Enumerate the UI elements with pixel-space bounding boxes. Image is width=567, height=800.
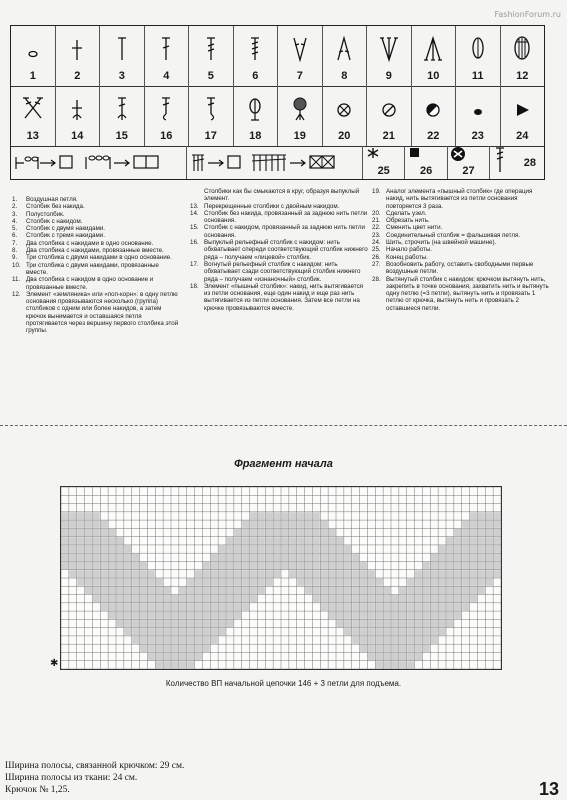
legend-item: [12, 196, 180, 203]
dc-block-equivalence-icon: [190, 149, 360, 175]
legend-item: [372, 246, 552, 253]
legend-item-text: Столбик без накида.: [26, 203, 85, 211]
legend-item-text: Перекрещенные столбики с двойным накидом.: [204, 202, 340, 210]
symbol-cell: [405, 146, 447, 179]
legend-item: [372, 239, 552, 246]
legend-item-number: 4.: [12, 217, 18, 225]
symbol-cell: [11, 86, 56, 146]
symbol-cell: [189, 86, 234, 146]
symbol-cell: [456, 26, 501, 86]
symbol-cell: [412, 26, 457, 86]
stitch-to-grid-cell: [187, 146, 363, 179]
legend-item-number: 24.: [372, 239, 381, 247]
symbol-number: 22: [427, 130, 440, 142]
legend-item-number: 12.: [12, 290, 21, 298]
cut-thread-icon: [374, 92, 404, 122]
symbol-number: 25: [377, 165, 390, 177]
legend-item-text: Полустолбик.: [26, 210, 65, 218]
legend-item-number: 21.: [372, 217, 381, 225]
symbol-cell: [234, 86, 279, 146]
single-crochet-icon: [62, 32, 92, 62]
strip-width-fabric: Ширина полосы из ткани: 24 см.: [5, 773, 138, 783]
legend-item: [12, 225, 180, 232]
legend-item: [372, 261, 552, 276]
legend-item-text: Два столбика с накидом в одно основание и провязанные вместе.: [26, 276, 154, 291]
symbol-number: 21: [382, 130, 395, 142]
symbol-cell: [323, 86, 368, 146]
legend-item-number: 23.: [372, 231, 381, 239]
double-crochet-icon: [151, 32, 181, 62]
symbol-number: 14: [71, 130, 84, 142]
legend-item-text: Два столбика с накидами в одно основание.: [26, 239, 154, 247]
strip-width-crochet: Ширина полосы, связанной крючком: 29 см.: [5, 761, 185, 771]
legend-item-number: 8.: [12, 247, 18, 255]
symbol-number: 11: [471, 70, 484, 82]
symbol-number: 6: [252, 70, 259, 82]
symbol-cell: [456, 86, 501, 146]
legend-item: [12, 240, 180, 247]
legend-item-text: Столбик с тремя накидами.: [26, 232, 105, 240]
puff-stitch-icon: [240, 92, 270, 122]
symbol-number: 20: [338, 130, 351, 142]
legend-item-text: Элемент «пышный столбик»: накид, нить вытягивается из петли основания, еще один накид и еще раз нить вытягивается из петли основания. Затем все петли на крючке провязываются вместе.: [204, 282, 364, 312]
symbol-cell: [145, 86, 190, 146]
legend-item-text: Столбик с накидом, провязанный за заднюю нить петли основания.: [204, 224, 365, 239]
legend-item-text: Выпуклый рельефный столбик с накидом: нить обхватывает спереди соответствующий столбик нижнего ряда – получаем «лицевой» столбик.: [204, 239, 368, 261]
legend-item-number: 6.: [12, 232, 18, 240]
start-marker-icon: ✱: [50, 658, 59, 669]
legend-item: [190, 203, 368, 210]
symbol-cell: [367, 86, 412, 146]
knot-icon: [329, 92, 359, 122]
treble-crochet-icon: [196, 32, 226, 62]
symbol-cell: [278, 86, 323, 146]
legend-column-3: [372, 188, 552, 312]
symbol-number: 8: [341, 70, 348, 82]
legend-item-number: 18.: [190, 282, 199, 290]
legend-item: [12, 211, 180, 218]
sew-arrow-icon: [507, 92, 537, 122]
symbol-number: 2: [74, 70, 81, 82]
symbol-number: 26: [419, 165, 433, 177]
legend-item-text: Соединительный столбик = фальшивая петля.: [386, 231, 521, 239]
elongated-stitch-icon: [490, 146, 510, 174]
legend-item: [12, 218, 180, 225]
symbol-row-3: [11, 146, 544, 179]
legend-item: [12, 291, 180, 335]
symbol-number: 5: [207, 70, 214, 82]
legend-item: [372, 232, 552, 239]
half-double-crochet-icon: [107, 32, 137, 62]
legend-item-number: 16.: [190, 239, 199, 247]
legend-item-text: Воздушная петля.: [26, 196, 78, 203]
legend-item-number: 2.: [12, 203, 18, 211]
symbol-number: 24: [516, 130, 529, 142]
legend-column-1: [12, 196, 180, 335]
legend-item: [190, 283, 368, 312]
legend-item-number: 27.: [372, 260, 381, 268]
legend-item: [12, 262, 180, 277]
legend-item: [12, 276, 180, 291]
legend-item-text: Столбик без накида, провязанный за заднюю нить петли основания.: [204, 209, 368, 225]
legend-item-number: 1.: [12, 196, 18, 203]
legend-item: [372, 188, 552, 210]
symbol-cell: [56, 26, 101, 86]
symbol-number: 17: [204, 130, 217, 142]
chain-equivalence-icon: [14, 149, 184, 175]
symbol-cell: [234, 26, 279, 86]
symbol-number: 28: [523, 157, 536, 169]
legend-item: [372, 254, 552, 261]
legend-item-number: 3.: [12, 210, 18, 218]
decrease-icon: [329, 32, 359, 62]
legend-item-text: Сменить цвет нити.: [386, 224, 443, 232]
footer-specs: [5, 760, 184, 796]
symbol-cell: [412, 86, 457, 146]
filet-grid-diagram: [61, 487, 501, 669]
symbol-cell: [363, 146, 405, 179]
hook-size: Крючок № 1,25.: [5, 785, 70, 795]
legend-item-text: Элемент «земляника» или «поп-корн»: в одну петлю основания провязываются несколько (группа) столбиков с одним или более накидов, а затем крючок вынимается и оставшаяся петля протягивается через вершину первого столбика этой группы.: [26, 290, 179, 335]
legend-item-text: Три столбика с двумя накидами в одно основание.: [26, 254, 172, 262]
legend-item: [12, 254, 180, 261]
symbol-cell: [323, 26, 368, 86]
symbol-legend-table: [10, 25, 545, 180]
symbol-cell: [56, 86, 101, 146]
legend-item-number: 25.: [372, 246, 381, 254]
back-loop-dc-icon: [107, 92, 137, 122]
watermark: FashionForum.ru: [494, 10, 561, 19]
double-treble-icon: [240, 32, 270, 62]
legend-item-number: [190, 188, 204, 203]
symbol-number: 18: [249, 130, 262, 142]
legend-item-number: 7.: [12, 239, 18, 247]
symbol-cell: [11, 26, 56, 86]
chain-to-square-cell: [11, 146, 187, 179]
popcorn-icon: [507, 32, 537, 62]
start-asterisk-icon: [363, 146, 383, 162]
legend-item-text: Столбик с двумя накидами.: [26, 225, 105, 233]
legend-item-text: Аналог элемента «пышный столбик» где операция накид, нить вытягивается из петли основания повторяется 3 раза.: [386, 188, 533, 210]
legend-item-text: Вогнутый рельефный столбик с накидом: нить обхватывает сзади соответствующий столбик нижнего ряда – получаем «изнаночный» столбик.: [204, 260, 361, 283]
end-square-icon: [405, 146, 425, 162]
symbol-number: 12: [516, 70, 529, 82]
legend-item: [190, 188, 368, 203]
page-divider: [0, 425, 567, 426]
legend-item-number: 5.: [12, 225, 18, 233]
legend-item-text: Два столбика с накидами, провязанные вместе.: [26, 247, 164, 255]
symbol-number: 16: [160, 130, 173, 142]
symbol-cell: [278, 26, 323, 86]
symbol-cell: [100, 86, 145, 146]
legend-item: [190, 261, 368, 283]
legend-item-number: 22.: [372, 224, 381, 232]
page-number: 13: [538, 779, 559, 799]
legend-item: [190, 239, 368, 261]
legend-item: [372, 276, 552, 312]
v-stitch-icon: [285, 32, 315, 62]
legend-item: [12, 232, 180, 239]
front-post-icon: [151, 92, 181, 122]
slip-stitch-icon: [463, 92, 493, 122]
legend-item-text: Сделать узел.: [386, 209, 427, 217]
crochet-chart-grid: [60, 486, 502, 670]
legend-item: [190, 224, 368, 239]
symbol-cell: [100, 26, 145, 86]
symbol-number: 27: [462, 165, 475, 177]
symbol-cell: [145, 26, 190, 86]
legend-item-number: 15.: [190, 224, 199, 232]
legend-item-text: Начало работы.: [386, 246, 433, 254]
legend-item-number: 9.: [12, 254, 18, 262]
legend-item-number: 14.: [190, 209, 199, 217]
cluster-three-icon: [418, 32, 448, 62]
symbol-number: 23: [471, 130, 484, 142]
symbol-cell: [189, 26, 234, 86]
legend-item-text: Столбик с накидом.: [26, 217, 83, 225]
symbol-cell: [490, 146, 544, 179]
crossed-stitch-icon: [18, 92, 48, 122]
symbol-cell: [501, 86, 545, 146]
symbol-number: 19: [293, 130, 306, 142]
legend-item-number: 20.: [372, 209, 381, 217]
legend-item-number: 13.: [190, 202, 199, 210]
resume-circle-icon: [448, 146, 468, 164]
chain-stitch-icon: [18, 32, 48, 62]
legend-item-number: 19.: [372, 188, 381, 195]
symbol-row-1: [11, 26, 544, 87]
legend-item: [372, 217, 552, 224]
symbol-cell: [448, 146, 490, 179]
legend-item-number: 10.: [12, 261, 21, 269]
symbol-cell: [367, 26, 412, 86]
change-color-icon: [418, 92, 448, 122]
symbol-number: 3: [118, 70, 125, 82]
legend-item-text: Конец работы.: [386, 253, 428, 261]
legend-item: [12, 247, 180, 254]
symbol-cell: [501, 26, 545, 86]
legend-column-2: [190, 188, 368, 312]
fragment-title: Фрагмент начала: [234, 458, 333, 470]
legend-item-text: Три столбика с двумя накидами, провязанные вместе.: [26, 261, 159, 276]
legend-item-number: 28.: [372, 275, 381, 283]
bobble-icon: [463, 32, 493, 62]
legend-item: [372, 224, 552, 231]
back-post-icon: [196, 92, 226, 122]
legend-item-number: 17.: [190, 260, 199, 268]
symbol-number: 4: [163, 70, 170, 82]
legend-item-text: Вытянутый столбик с накидом: крючком вытянуть нить, закрепить в точке основания, захватить нить и вытянуть одну петлю (=3 петли), вытянуть нить и провязать 1 петлю от крючка, вытянуть нить и провязать 2 оставшиеся петли.: [386, 275, 549, 312]
chain-count-caption: Количество ВП начальной цепочки 146 + 3 петли для подъема.: [165, 679, 402, 688]
symbol-number: 15: [115, 130, 128, 142]
legend-item-text: Шить, строчить (на швейной машине).: [386, 239, 497, 247]
legend-item-text: Обрезать нить.: [386, 217, 430, 225]
legend-item-number: 11.: [12, 276, 21, 284]
symbol-row-2: [11, 86, 544, 147]
symbol-number: 1: [29, 70, 36, 82]
legend-item-text: Столбики как бы смыкаются в круг, образуя выпуклый элемент.: [204, 188, 360, 203]
symbol-number: 9: [385, 70, 392, 82]
legend-item: [190, 210, 368, 225]
symbol-number: 7: [296, 70, 303, 82]
legend-item-number: 26.: [372, 253, 381, 261]
legend-item-text: Возобновить работу, оставить свободными первые воздушные петли.: [386, 260, 534, 276]
symbol-number: 10: [427, 70, 440, 82]
legend-item: [372, 210, 552, 217]
puff-three-icon: [285, 92, 315, 122]
symbol-number: 13: [26, 130, 39, 142]
fan-three-icon: [374, 32, 404, 62]
legend-item: [12, 203, 180, 210]
back-loop-sc-icon: [62, 92, 92, 122]
